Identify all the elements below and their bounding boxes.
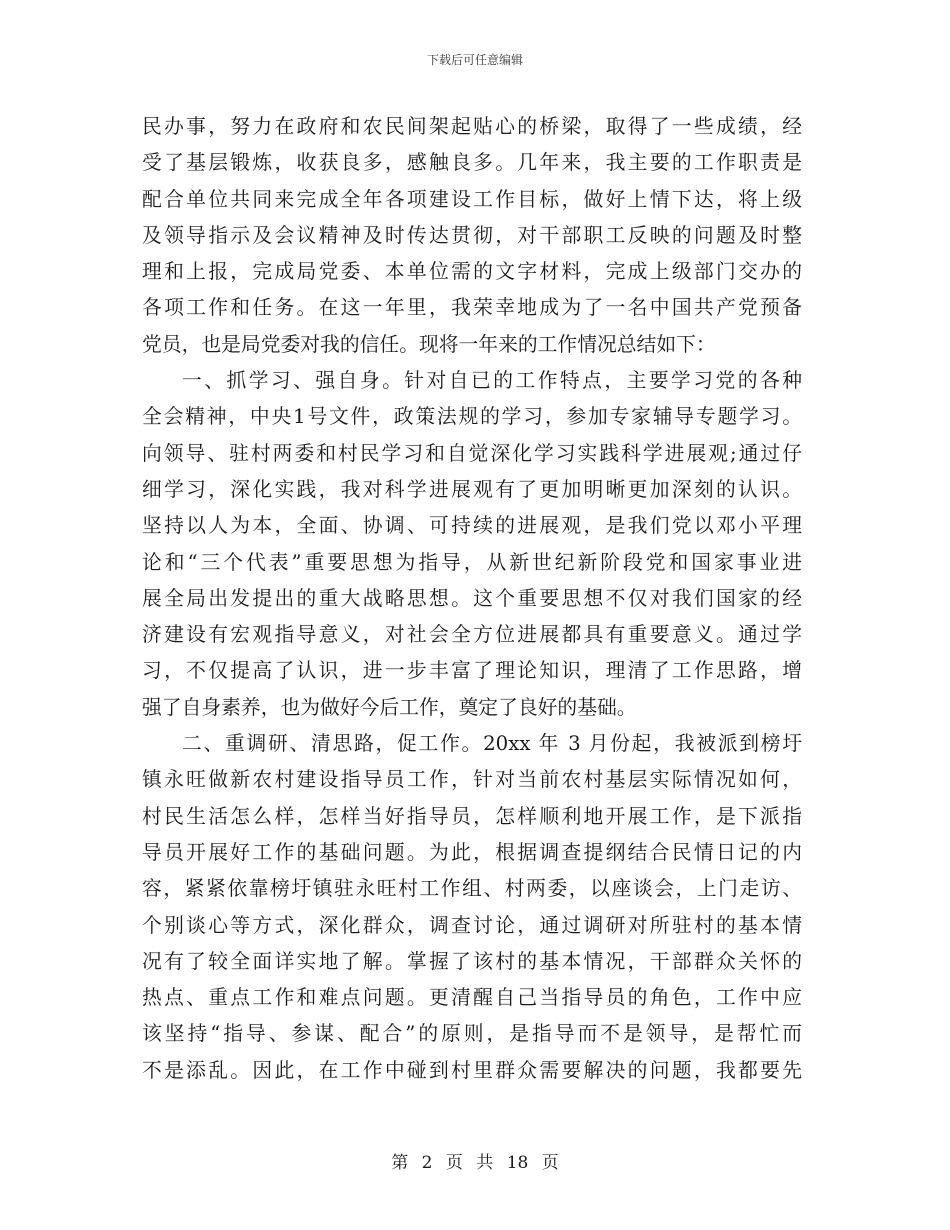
text-line: 习，不仅提高了认识，进一步丰富了理论知识，理清了工作思路，增 [142, 659, 802, 683]
text-line: 个别谈心等方式，深化群众，调查讨论，通过调研对所驻村的基本情 [142, 913, 802, 937]
text-line: 受了基层锻炼，收获良多，感触良多。几年来，我主要的工作职责是 [142, 151, 802, 175]
text-line: 容，紧紧依靠榜圩镇驻永旺村工作组、村两委，以座谈会，上门走访、 [142, 877, 802, 901]
text-line: 展全局出发提出的重大战略思想。这个重要思想不仅对我们国家的经 [142, 586, 802, 610]
text-line: 及领导指示及会议精神及时传达贯彻，对干部职工反映的问题及时整 [142, 223, 802, 247]
text-line: 该坚持“指导、参谋、配合”的原则，是指导而不是领导，是帮忙而 [142, 1022, 802, 1046]
text-line: 理和上报，完成局党委、本单位需的文字材料，完成上级部门交办的 [142, 260, 802, 284]
text-line: 况有了较全面详实地了解。掌握了该村的基本情况，干部群众关怀的 [142, 949, 802, 973]
text-line: 济建设有宏观指导意义，对社会全方位进展都具有重要意义。通过学 [142, 623, 802, 647]
text-line: 党员，也是局党委对我的信任。现将一年来的工作情况总结如下： [142, 332, 716, 356]
text-line: 细学习，深化实践，我对科学进展观有了更加明晰更加深刻的认识。 [142, 477, 802, 501]
text-line: 强了自身素养，也为做好今后工作，奠定了良好的基础。 [142, 695, 637, 719]
text-line: 导员开展好工作的基础问题。为此，根据调查提纲结合民情日记的内 [142, 840, 802, 864]
text-line: 村民生活怎么样，怎样当好指导员，怎样顺利地开展工作，是下派指 [142, 804, 802, 828]
text-line: 坚持以人为本，全面、协调、可持续的进展观，是我们党以邓小平理 [142, 514, 802, 538]
text-line: 论和“三个代表”重要思想为指导，从新世纪新阶段党和国家事业进 [142, 550, 802, 574]
text-line: 各项工作和任务。在这一年里，我荣幸地成为了一名中国共产党预备 [142, 296, 802, 320]
paragraph-first-line: 一、抓学习、强自身。针对自已的工作特点，主要学习党的各种 [182, 369, 802, 393]
text-line: 全会精神，中央1号文件，政策法规的学习，参加专家辅导专题学习。 [142, 405, 802, 429]
page-number-footer: 第 2 页 共 18 页 [391, 1153, 559, 1173]
text-line: 不是添乱。因此，在工作中碰到村里群众需要解决的问题，我都要先 [142, 1058, 802, 1082]
text-line: 民办事，努力在政府和农民间架起贴心的桥梁，取得了一些成绩，经 [142, 115, 802, 138]
text-line: 镇永旺做新农村建设指导员工作，针对当前农村基层实际情况如何， [142, 768, 802, 792]
page-header: 下载后可任意编辑 [426, 53, 523, 67]
text-line: 配合单位共同来完成全年各项建设工作目标，做好上情下达，将上级 [142, 187, 802, 211]
text-line: 热点、重点工作和难点问题。更清醒自己当指导员的角色，工作中应 [142, 986, 802, 1010]
text-line: 向领导、驻村两委和村民学习和自觉深化学习实践科学进展观;通过仔 [142, 441, 802, 465]
paragraph-first-line: 二、重调研、清思路，促工作。20xx 年 3 月份起，我被派到榜圩 [182, 732, 802, 756]
document-body [142, 109, 802, 1089]
